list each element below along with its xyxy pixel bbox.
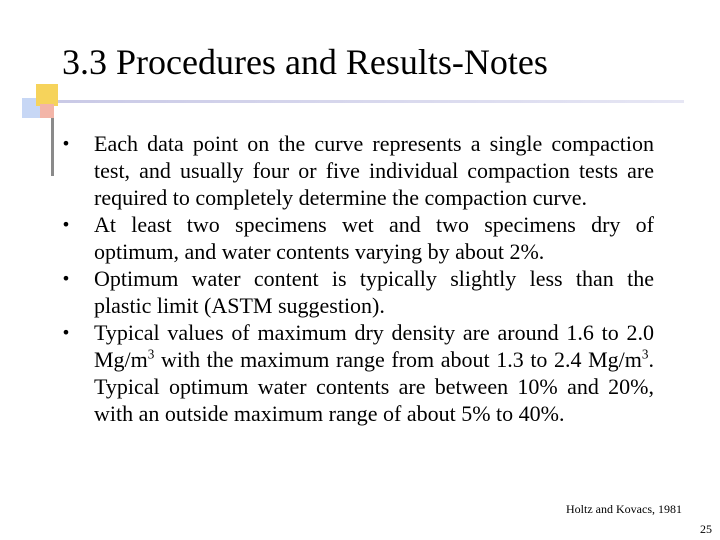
bullet-icon: • [61,134,71,153]
bullet-item [56,130,654,211]
bullet-list [56,130,654,427]
bullet-item [56,211,654,265]
ornament-pink-square [40,104,54,118]
bullet-icon: • [61,215,71,234]
superscript: 3 [147,346,155,362]
bullet-icon: • [61,269,71,288]
title-underline [44,100,684,103]
slide-title: 3.3 Procedures and Results-Notes [62,42,548,82]
bullet-item [56,265,654,319]
bullet-text-part: Typical values of maximum dry density are around 1.6 to 2.0 Mg/m [94,320,654,372]
bullet-text [94,319,654,427]
bullet-icon: • [61,323,71,342]
bullet-text: At least two specimens wet and two specimens dry of optimum, and water contents varying by about 2%. [94,212,654,264]
citation: Holtz and Kovacs, 1981 [566,502,682,516]
bullet-text: Each data point on the curve represents a single compaction test, and usually four or five individual compaction tests are required to completely determine the compaction curve. [94,131,654,210]
bullet-text-part: . Typical optimum water contents are between 10% and 20%, with an outside maximum range of about 5% to 40%. [94,347,654,426]
bullet-item [56,319,654,427]
superscript: 3 [641,346,649,362]
page-number: 25 [700,522,712,536]
bullet-text-part: with the maximum range from about 1.3 to 2.4 Mg/m [154,347,642,372]
bullet-text: Optimum water content is typically slightly less than the plastic limit (ASTM suggestion). [94,266,654,318]
ornament-yellow-square [36,84,58,106]
